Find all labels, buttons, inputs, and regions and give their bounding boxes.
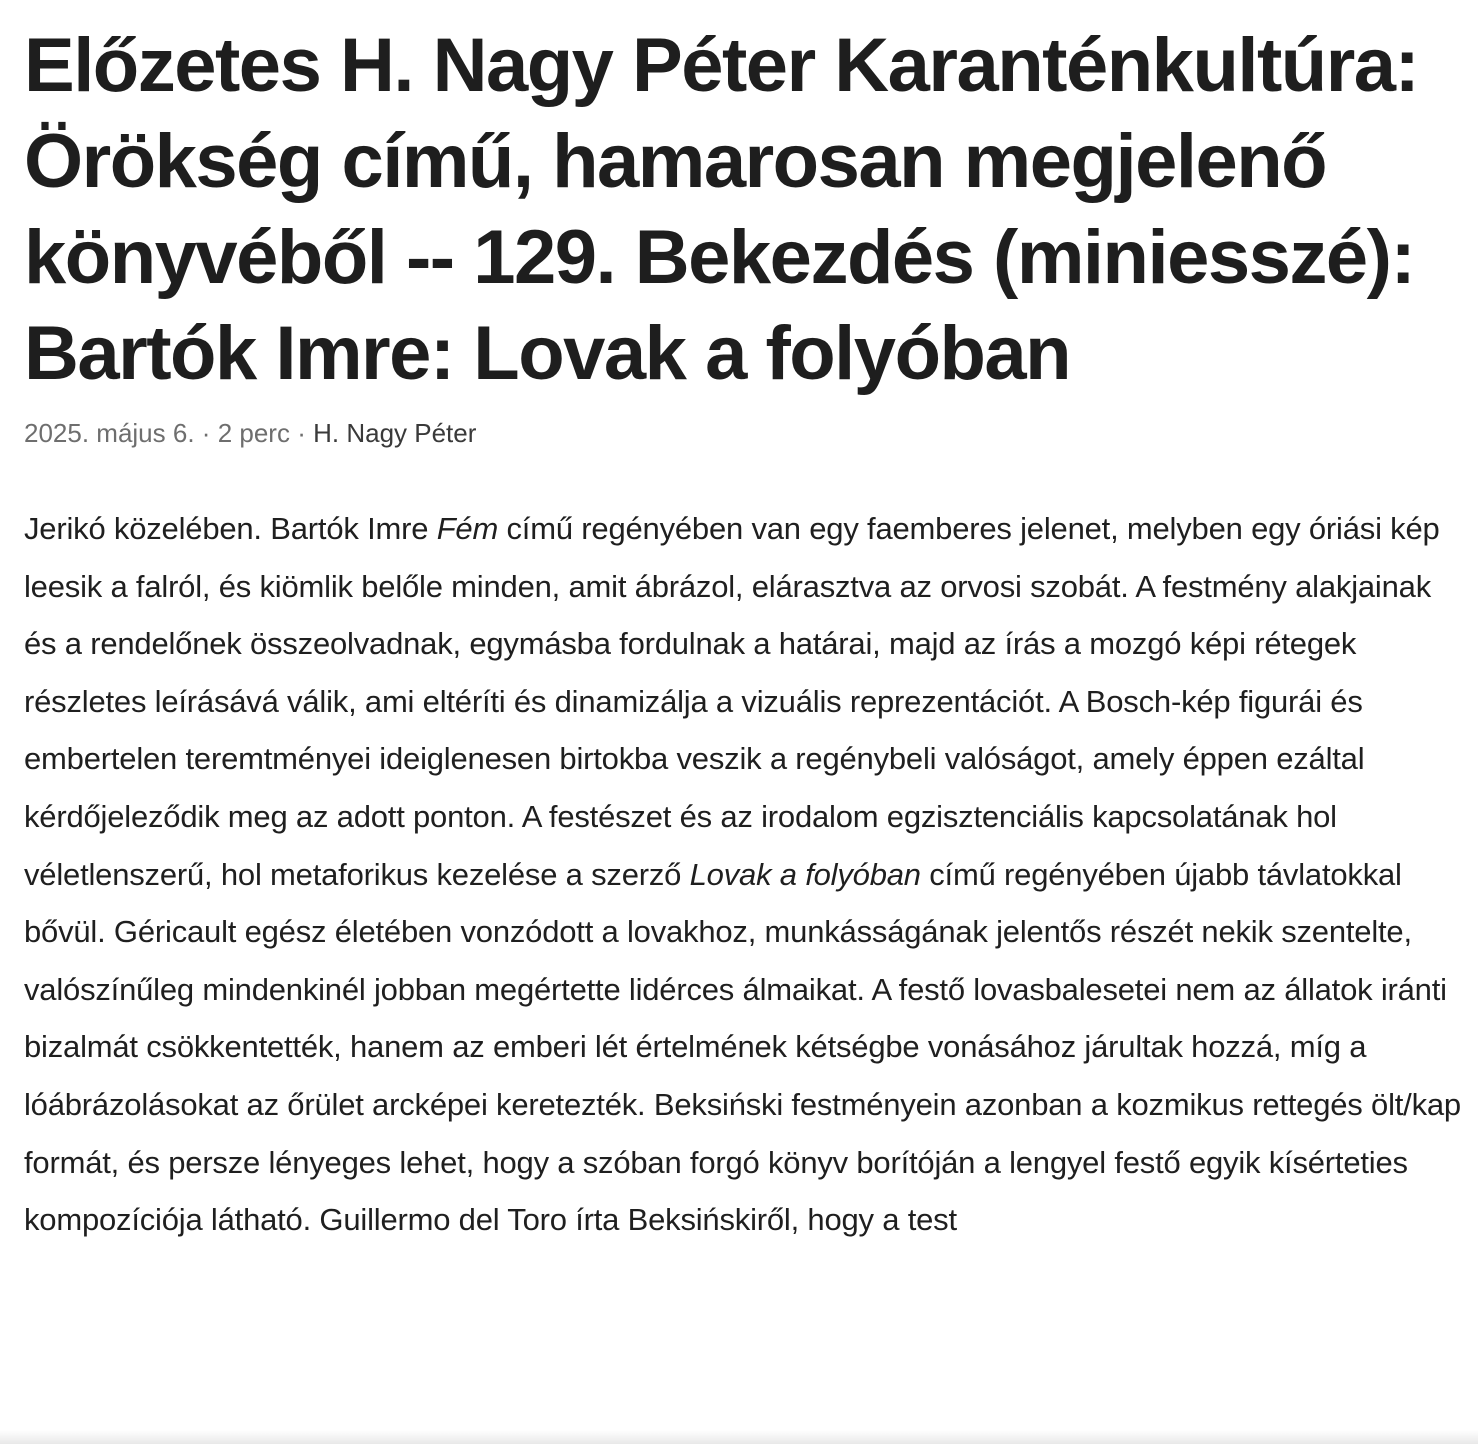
- meta-separator: ·: [297, 418, 306, 448]
- book-title-lovak: Lovak a folyóban: [689, 856, 921, 892]
- paragraph-text: című regényében újabb távlatokkal bővül. Géricault egész életében vonzódott a lovakhoz, munkásságának jelentős részét nekik szentelte, valószínűleg mindenkinél jobban megértette lidérces álmaikat. A festő lovasbalesetei nem az állatok iránti bizalmát csökkentették, hanem az emberi lét értelmének kétségbe vonásához járultak hozzá, míg a lóábrázolásokat az őrület arcképei keretezték. Beksiński festményein azonban a kozmikus rettegés ölt/kap formát, és persze lényeges lehet, hogy a szóban forgó könyv borítóján a lengyel festő egyik kísérteties kompozíciója látható. Guillermo del Toro írta Beksińskiről, hogy a test: [24, 856, 1461, 1238]
- bottom-fade: [0, 1430, 1478, 1444]
- post-date: 2025. május 6.: [24, 418, 195, 448]
- article: [24, 18, 1464, 1249]
- post-meta: [24, 416, 1464, 450]
- post-title: Előzetes H. Nagy Péter Karanténkultúra: Örökség című, hamarosan megjelenő könyvéből -- 129. Bekezdés (miniesszé): Bartók Imre: Lovak a folyóban: [24, 23, 1419, 396]
- post-content: [24, 500, 1464, 1249]
- reading-time: 2 perc: [217, 418, 290, 448]
- paragraph-text: Jerikó közelében. Bartók Imre: [24, 511, 437, 546]
- paragraph: [24, 500, 1464, 1249]
- meta-separator: ·: [201, 418, 211, 448]
- book-title-fem: Fém: [436, 511, 499, 546]
- post-author: H. Nagy Péter: [313, 418, 477, 448]
- paragraph-text: című regényében van egy faemberes jelenet, melyben egy óriási kép leesik a falról, és kiömlik belőle minden, amit ábrázol, elárasztva az orvosi szobát. A festmény alakjainak és a rendelőnek összeolvadnak, egymásba fordulnak a határai, majd az írás a mozgó képi rétegek részletes leírásává válik, ami eltéríti és dinamizálja a vizuális reprezentációt. A Bosch-kép figurái és embertelen teremtményei ideiglenesen birtokba veszik a regénybeli valóságot, amely éppen ezáltal kérdőjeleződik meg az adott ponton. A festészet és az irodalom egzisztenciális kapcsolatának hol véletlenszerű, hol metaforikus kezelése a szerző: [24, 511, 1440, 892]
